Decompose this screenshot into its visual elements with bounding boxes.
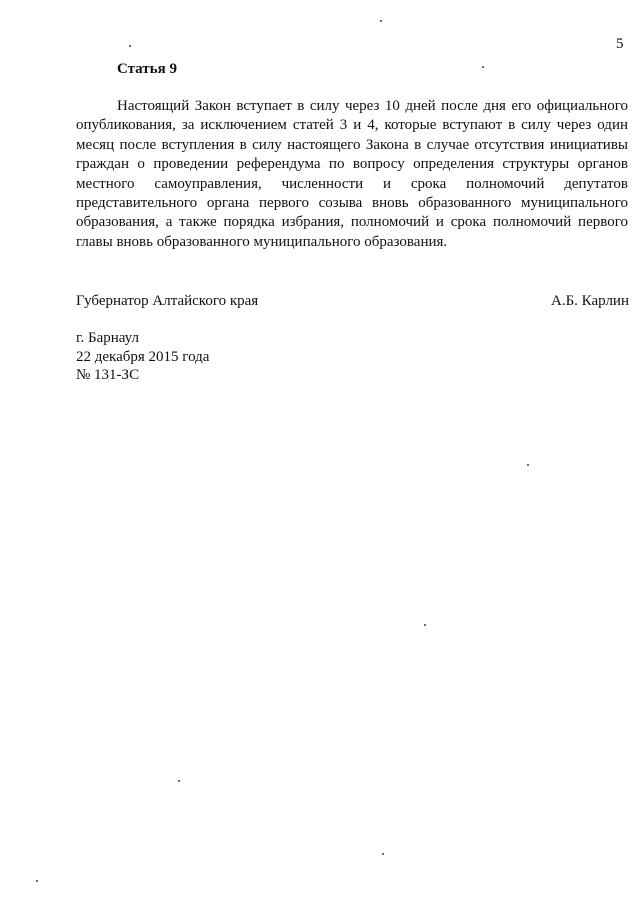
scan-speck bbox=[380, 20, 382, 22]
scan-speck bbox=[424, 624, 426, 626]
scan-speck bbox=[527, 464, 529, 466]
signatory-position: Губернатор Алтайского края bbox=[76, 293, 259, 309]
article-heading: Статья 9 bbox=[117, 61, 177, 77]
scan-speck bbox=[382, 853, 384, 855]
page-number: 5 bbox=[616, 36, 624, 52]
signature-block bbox=[76, 292, 629, 310]
law-number: № 131-ЗС bbox=[76, 367, 140, 383]
issuance-details bbox=[76, 329, 209, 385]
issuance-city: г. Барнаул bbox=[76, 330, 139, 346]
scan-speck bbox=[36, 880, 38, 882]
scan-speck bbox=[482, 66, 484, 68]
scan-speck bbox=[129, 45, 131, 47]
article-body-paragraph: Настоящий Закон вступает в силу через 10 дней после дня его официального опубликования, за исключением статей 3 и 4, которые вступают в силу через один месяц после вступления в силу настоящего Закона в случае отсутствия инициативы граждан о проведении референдума по вопросу определения структуры органов местного самоуправления, численности и срока полномочий депутатов представительного органа первого созыва вновь образованного муниципального образования, а также порядка избрания, полномочий и срока полномочий первого главы вновь образованного муниципального образования. bbox=[76, 98, 628, 250]
scan-speck bbox=[178, 780, 180, 782]
signatory-name: А.Б. Карлин bbox=[550, 293, 629, 309]
issuance-date: 22 декабря 2015 года bbox=[76, 348, 210, 365]
